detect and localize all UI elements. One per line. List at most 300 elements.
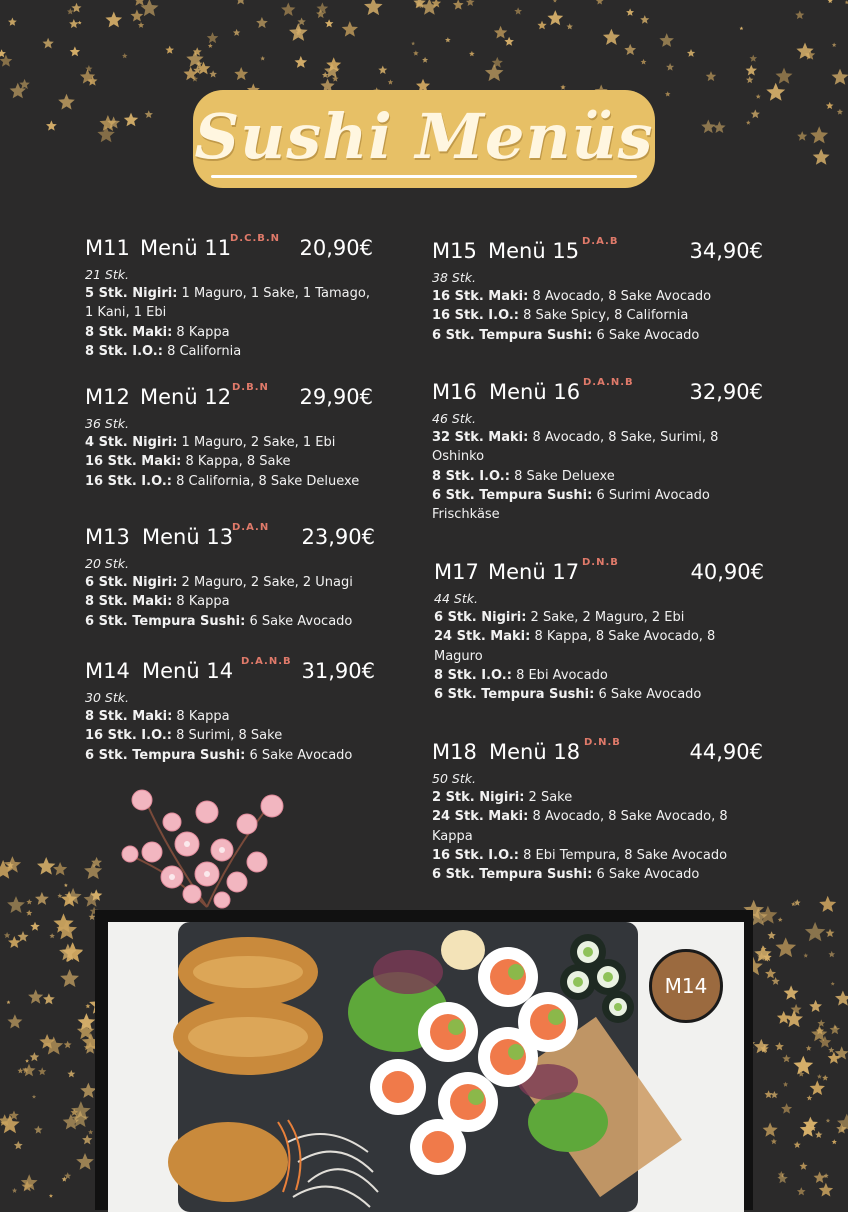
item-text: 8 Surimi, 8 Sake (172, 728, 282, 743)
gold-star-icon (817, 1074, 822, 1079)
menu-price: 20,90€ (300, 236, 373, 260)
gold-star-icon (819, 1183, 833, 1197)
gold-star-icon (0, 49, 6, 57)
gold-star-icon (22, 1064, 35, 1077)
sushi-platter-illustration (108, 922, 744, 1212)
piece-count: 21 Stk. (85, 265, 381, 284)
item-label: 8 Stk. Maki: (85, 594, 172, 609)
gold-star-icon (411, 42, 415, 46)
item-text: 8 Kappa (172, 594, 229, 609)
gold-star-icon (813, 149, 830, 165)
gold-star-icon (777, 1173, 787, 1183)
gold-star-icon (8, 18, 17, 26)
gold-star-icon (260, 56, 265, 61)
menu-m15 (432, 239, 728, 345)
gold-star-icon (80, 69, 95, 84)
gold-star-icon (53, 862, 67, 876)
gold-star-icon (800, 1162, 808, 1170)
menu-item (432, 467, 728, 486)
gold-star-icon (58, 94, 75, 110)
gold-star-icon (91, 857, 102, 867)
gold-star-icon (4, 932, 10, 938)
gold-star-icon (640, 15, 649, 24)
item-text: 8 Kappa (172, 325, 229, 340)
gold-star-icon (22, 1181, 33, 1192)
gold-star-icon (666, 63, 674, 71)
gold-star-icon (776, 68, 793, 84)
menu-m11 (85, 236, 381, 361)
menu-name: Menü 14 (142, 659, 233, 683)
gold-star-icon (43, 38, 54, 49)
gold-star-icon (805, 50, 815, 60)
menu-m12 (85, 385, 381, 491)
menu-code: M11 (85, 236, 130, 260)
allergen-codes: D.N.B (584, 737, 621, 748)
gold-star-icon (469, 51, 475, 56)
gold-star-icon (421, 0, 438, 15)
gold-star-icon (26, 910, 32, 916)
gold-star-icon (835, 1046, 848, 1059)
gold-star-icon (763, 1122, 778, 1136)
gold-star-icon (763, 953, 772, 961)
menu-code: M18 (432, 740, 477, 764)
menu-m18 (432, 740, 728, 884)
gold-star-icon (553, 0, 557, 3)
gold-star-icon (687, 49, 695, 57)
gold-star-icon (603, 29, 620, 45)
item-label: 24 Stk. Maki: (434, 629, 530, 644)
gold-star-icon (9, 1111, 19, 1120)
gold-star-icon (297, 18, 305, 26)
menu-name: Menü 18 (489, 740, 580, 764)
menu-item (432, 486, 728, 525)
menu-price: 44,90€ (690, 740, 763, 764)
gold-star-icon (71, 1109, 79, 1116)
allergen-codes: D.C.B.N (230, 233, 280, 244)
allergen-codes: D.A.N.B (241, 656, 292, 667)
gold-star-icon (826, 1118, 830, 1122)
gold-star-icon (626, 8, 634, 16)
menu-item (85, 612, 381, 631)
piece-count: 50 Stk. (432, 769, 728, 788)
gold-star-icon (122, 53, 128, 58)
gold-star-icon (757, 952, 766, 961)
menu-item (85, 323, 381, 342)
gold-star-icon (815, 1131, 822, 1138)
item-text: 8 California, 8 Sake Deluexe (172, 474, 359, 489)
item-label: 8 Stk. I.O.: (434, 668, 512, 683)
gold-star-icon (30, 1052, 40, 1061)
gold-star-icon (811, 1026, 827, 1042)
gold-star-icon (750, 55, 758, 62)
allergen-codes: D.B.N (232, 382, 269, 393)
gold-star-icon (18, 931, 29, 942)
gold-star-icon (67, 8, 74, 14)
menu-item (85, 452, 381, 471)
item-label: 6 Stk. Nigiri: (85, 575, 177, 590)
item-label: 8 Stk. Maki: (85, 709, 172, 724)
gold-star-icon (90, 889, 102, 901)
menu-m17 (434, 560, 730, 704)
gold-star-icon (751, 109, 760, 118)
gold-star-icon (713, 121, 725, 133)
gold-star-icon (836, 1123, 847, 1133)
gold-star-icon (14, 1141, 23, 1149)
gold-star-icon (759, 906, 778, 924)
item-text: 8 Ebi Tempura, 8 Sake Avocado (519, 848, 727, 863)
gold-star-icon (422, 57, 428, 63)
gold-star-icon (832, 1139, 837, 1144)
gold-star-icon (0, 55, 12, 67)
menu-price: 29,90€ (300, 385, 373, 409)
gold-star-icon (85, 65, 92, 72)
gold-star-icon (43, 993, 55, 1004)
gold-star-icon (184, 67, 198, 81)
gold-star-icon (754, 945, 771, 961)
menu-price: 34,90€ (690, 239, 763, 263)
gold-star-icon (78, 21, 82, 25)
gold-star-icon (69, 19, 79, 28)
gold-star-icon (0, 860, 13, 879)
gold-star-icon (624, 44, 636, 55)
gold-star-icon (803, 953, 808, 958)
menu-item (432, 807, 728, 846)
menu-item (85, 746, 381, 765)
item-label: 8 Stk. Maki: (85, 325, 172, 340)
item-text: 6 Sake Avocado (592, 867, 699, 882)
gold-star-icon (782, 1054, 790, 1062)
gold-star-icon (415, 1, 423, 9)
gold-star-icon (837, 109, 843, 115)
piece-count: 30 Stk. (85, 688, 381, 707)
item-text: 1 Maguro, 2 Sake, 1 Ebi (177, 435, 335, 450)
menu-name: Menü 16 (489, 380, 580, 404)
item-text: 8 Kappa (172, 709, 229, 724)
item-text: 2 Sake (524, 790, 572, 805)
gold-star-icon (53, 913, 73, 932)
gold-star-icon (783, 1082, 788, 1087)
menu-item (432, 428, 728, 467)
gold-star-icon (78, 1013, 96, 1030)
gold-star-icon (806, 1045, 812, 1051)
gold-star-icon (796, 43, 813, 59)
menu-price: 32,90€ (690, 380, 763, 404)
gold-star-icon (332, 75, 339, 81)
gold-star-icon (124, 113, 138, 127)
item-text: 6 Sake Avocado (245, 748, 352, 763)
gold-star-icon (326, 57, 341, 71)
gold-star-icon (830, 1024, 840, 1034)
gold-star-icon (828, 0, 833, 3)
gold-star-icon (25, 1059, 29, 1063)
gold-star-icon (807, 1095, 813, 1100)
item-label: 16 Stk. I.O.: (432, 308, 519, 323)
gold-star-icon (133, 0, 146, 6)
menu-item (434, 685, 730, 704)
gold-star-icon (765, 968, 776, 978)
item-text: 8 Sake Spicy, 8 California (519, 308, 688, 323)
piece-count: 38 Stk. (432, 268, 728, 287)
gold-star-icon (64, 883, 68, 887)
cherry-blossom-icon (112, 782, 302, 912)
gold-star-icon (281, 3, 295, 17)
gold-star-icon (197, 62, 211, 75)
gold-star-icon (138, 22, 144, 28)
gold-star-icon (100, 115, 117, 131)
gold-star-icon (342, 21, 358, 36)
item-text: 8 Avocado, 8 Sake Avocado, 8 Kappa (432, 809, 728, 843)
gold-star-icon (826, 102, 834, 109)
gold-star-icon (819, 896, 836, 912)
gold-star-icon (64, 1041, 72, 1049)
gold-star-icon (746, 76, 753, 83)
gold-star-icon (775, 937, 796, 957)
item-text: 6 Sake Avocado (245, 614, 352, 629)
gold-star-icon (193, 66, 202, 74)
gold-star-icon (596, 0, 604, 4)
gold-star-icon (832, 69, 848, 85)
gold-star-icon (740, 26, 744, 30)
gold-star-icon (746, 65, 757, 76)
menu-item (434, 666, 730, 685)
item-label: 6 Stk. Tempura Sushi: (432, 867, 592, 882)
title-banner (193, 90, 655, 188)
item-label: 16 Stk. I.O.: (85, 474, 172, 489)
gold-star-icon (63, 1114, 79, 1130)
gold-star-icon (21, 1174, 38, 1190)
item-label: 2 Stk. Nigiri: (432, 790, 524, 805)
menu-name: Menü 13 (142, 525, 233, 549)
item-label: 8 Stk. I.O.: (432, 469, 510, 484)
gold-star-icon (196, 61, 202, 67)
gold-star-icon (105, 12, 122, 28)
menu-code: M12 (85, 385, 130, 409)
allergen-codes: D.A.N (232, 522, 269, 533)
item-text: 6 Sake Avocado (594, 687, 701, 702)
gold-star-icon (82, 1135, 92, 1145)
gold-star-icon (805, 922, 825, 941)
menu-item (432, 306, 728, 325)
gold-star-icon (186, 51, 203, 67)
gold-star-icon (761, 946, 767, 952)
item-text: 8 Sake Deluexe (510, 469, 615, 484)
gold-star-icon (4, 856, 21, 873)
menu-code: M14 (85, 659, 130, 683)
gold-star-icon (835, 991, 848, 1006)
item-text: 6 Surimi Avocado Frischkäse (432, 488, 710, 522)
gold-star-icon (832, 43, 837, 48)
gold-star-icon (12, 1188, 17, 1193)
gold-star-icon (38, 1067, 46, 1075)
gold-star-icon (8, 936, 21, 948)
item-text: 1 Maguro, 1 Sake, 1 Tamago, 1 Kani, 1 Ebi (85, 286, 370, 320)
gold-star-icon (88, 1130, 93, 1135)
gold-star-icon (791, 1004, 802, 1014)
menu-item (85, 433, 381, 452)
gold-star-icon (192, 76, 198, 82)
menu-item (432, 326, 728, 345)
gold-star-icon (760, 1044, 768, 1052)
gold-star-icon (97, 126, 114, 143)
menu-code: M16 (432, 380, 477, 404)
menu-item (432, 846, 728, 865)
item-label: 8 Stk. I.O.: (85, 344, 163, 359)
gold-star-icon (193, 47, 202, 55)
gold-star-icon (7, 896, 25, 913)
menu-code: M15 (432, 239, 477, 263)
item-label: 6 Stk. Tempura Sushi: (85, 614, 245, 629)
gold-star-icon (140, 0, 158, 16)
gold-star-icon (388, 79, 394, 84)
gold-star-icon (26, 899, 32, 905)
menu-price: 40,90€ (691, 560, 764, 584)
gold-star-icon (165, 46, 174, 54)
gold-star-icon (378, 66, 387, 75)
gold-star-icon (57, 893, 62, 898)
gold-star-icon (701, 120, 715, 134)
gold-star-icon (537, 21, 546, 30)
gold-star-icon (809, 1000, 822, 1012)
gold-star-icon (34, 1126, 43, 1134)
menu-item (432, 865, 728, 884)
gold-star-icon (453, 0, 464, 10)
gold-star-icon (57, 920, 78, 940)
gold-star-icon (87, 76, 97, 86)
gold-star-icon (46, 120, 57, 130)
item-text: 6 Sake Avocado (592, 328, 699, 343)
menu-item (434, 608, 730, 627)
menu-item (85, 592, 381, 611)
gold-star-icon (62, 942, 83, 962)
gold-star-icon (771, 1091, 779, 1098)
gold-star-icon (10, 83, 26, 99)
gold-star-icon (797, 131, 807, 141)
menu-name: Menü 11 (140, 236, 231, 260)
piece-count: 44 Stk. (434, 589, 730, 608)
item-label: 6 Stk. Tempura Sushi: (434, 687, 594, 702)
gold-star-icon (49, 933, 55, 938)
gold-star-icon (84, 892, 100, 907)
gold-star-icon (17, 1068, 23, 1074)
gold-star-icon (325, 19, 334, 27)
gold-star-icon (547, 10, 563, 25)
gold-star-icon (235, 0, 246, 5)
gold-star-icon (771, 1138, 777, 1144)
menu-item (85, 707, 381, 726)
gold-star-icon (107, 116, 120, 128)
menu-item (85, 573, 381, 592)
gold-star-icon (810, 126, 828, 143)
menu-item (85, 726, 381, 745)
piece-count: 46 Stk. (432, 409, 728, 428)
gold-star-icon (64, 1172, 71, 1179)
gold-star-icon (665, 91, 671, 96)
menu-item (432, 287, 728, 306)
item-text: 8 Avocado, 8 Sake Avocado (528, 289, 711, 304)
gold-star-icon (67, 1070, 75, 1078)
item-text: 2 Maguro, 2 Sake, 2 Unagi (177, 575, 352, 590)
gold-star-icon (30, 922, 40, 931)
item-label: 16 Stk. I.O.: (85, 728, 172, 743)
gold-star-icon (560, 85, 565, 90)
gold-star-icon (485, 64, 504, 82)
menu-item (432, 788, 728, 807)
gold-star-icon (494, 26, 507, 39)
item-text: 8 California (163, 344, 241, 359)
gold-star-icon (289, 23, 308, 41)
gold-star-icon (767, 931, 775, 939)
item-text: 8 Avocado, 8 Sake, Surimi, 8 Oshinko (432, 430, 718, 464)
item-label: 16 Stk. Maki: (432, 289, 528, 304)
gold-star-icon (816, 1027, 824, 1035)
gold-star-icon (817, 1019, 825, 1026)
item-label: 6 Stk. Tempura Sushi: (85, 748, 245, 763)
gold-star-icon (800, 1122, 816, 1137)
gold-star-icon (234, 67, 248, 80)
gold-star-icon (837, 1114, 848, 1133)
gold-star-icon (44, 1036, 63, 1054)
gold-star-icon (60, 969, 79, 987)
gold-star-icon (831, 982, 835, 986)
item-label: 16 Stk. I.O.: (432, 848, 519, 863)
menu-badge: M14 (649, 949, 723, 1023)
menu-item (434, 627, 730, 666)
gold-star-icon (828, 1052, 841, 1064)
gold-star-icon (826, 929, 835, 938)
gold-star-icon (567, 23, 573, 29)
gold-star-icon (775, 1042, 784, 1050)
item-label: 32 Stk. Maki: (432, 430, 528, 445)
gold-star-icon (63, 943, 83, 962)
gold-star-icon (209, 70, 217, 77)
item-text: 8 Kappa, 8 Sake Avocado, 8 Maguro (434, 629, 715, 663)
gold-star-icon (514, 7, 522, 14)
gold-star-icon (0, 1114, 11, 1126)
gold-star-icon (766, 83, 785, 101)
item-label: 4 Stk. Nigiri: (85, 435, 177, 450)
gold-star-icon (828, 1047, 834, 1053)
menu-item (85, 342, 381, 361)
gold-star-icon (32, 1095, 36, 1099)
gold-star-icon (296, 31, 301, 36)
gold-star-icon (317, 2, 329, 13)
menu-m16 (432, 380, 728, 524)
gold-star-icon (28, 989, 43, 1003)
gold-star-icon (785, 1010, 803, 1027)
gold-star-icon (822, 1075, 828, 1081)
menu-price: 31,90€ (302, 659, 375, 683)
gold-star-icon (65, 888, 82, 904)
gold-star-icon (803, 1117, 818, 1131)
gold-star-icon (809, 1120, 816, 1127)
gold-star-icon (71, 3, 81, 13)
item-text: 8 Ebi Avocado (512, 668, 608, 683)
gold-star-icon (7, 1000, 11, 1004)
gold-star-icon (71, 1101, 91, 1120)
sushi-platter-photo (108, 922, 744, 1212)
gold-star-icon (62, 1177, 67, 1182)
gold-star-icon (84, 862, 102, 879)
gold-star-icon (828, 951, 835, 957)
menu-code: M17 (434, 560, 479, 584)
gold-star-icon (145, 110, 153, 118)
item-label: 5 Stk. Nigiri: (85, 286, 177, 301)
gold-star-icon (824, 1173, 829, 1178)
item-label: 6 Stk. Nigiri: (434, 610, 526, 625)
gold-star-icon (23, 1067, 29, 1073)
gold-star-icon (19, 79, 30, 89)
gold-star-icon (208, 43, 213, 48)
